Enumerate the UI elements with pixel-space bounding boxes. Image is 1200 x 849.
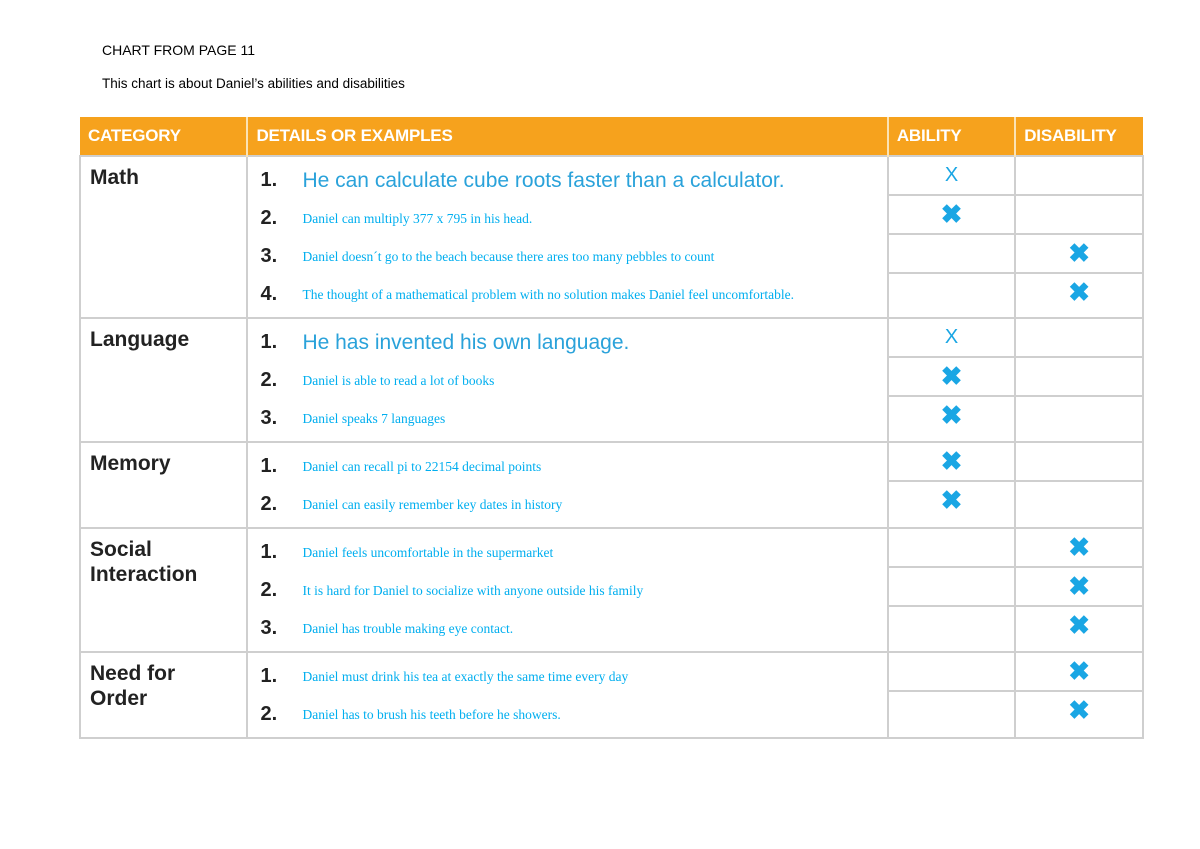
header-details: DETAILS OR EXAMPLES xyxy=(247,117,887,156)
table-row xyxy=(80,442,1143,528)
category-cell: Math xyxy=(80,156,247,318)
cross-mark-icon: ✖ xyxy=(1068,532,1091,562)
cross-mark-icon: ✖ xyxy=(1068,656,1091,686)
item-text: He can calculate cube roots faster than a calculator. xyxy=(302,168,785,192)
ability-cell xyxy=(888,442,1015,528)
document-heading: CHART FROM PAGE 11 xyxy=(102,42,255,58)
item-text: It is hard for Daniel to socialize with anyone outside his family xyxy=(302,582,644,598)
disability-subcell xyxy=(1016,196,1142,235)
ability-subcell xyxy=(889,607,1014,644)
ability-subcell xyxy=(889,568,1014,607)
ability-subcell xyxy=(889,157,1014,196)
ability-cell xyxy=(888,652,1015,738)
list-item xyxy=(248,399,886,437)
disability-subcell xyxy=(1016,653,1142,692)
abilities-table xyxy=(79,117,1144,739)
disability-subcell xyxy=(1016,529,1142,568)
item-text: Daniel can recall pi to 22154 decimal points xyxy=(302,458,542,474)
ability-subcell xyxy=(889,235,1014,274)
details-cell xyxy=(247,652,887,738)
cross-mark-icon: ✖ xyxy=(1068,695,1091,725)
header-category: CATEGORY xyxy=(80,117,247,156)
table-row xyxy=(80,652,1143,738)
category-cell: Language xyxy=(80,318,247,442)
item-number: 3. xyxy=(260,244,278,267)
item-text: He has invented his own language. xyxy=(302,330,630,354)
cross-mark-icon: ✖ xyxy=(940,400,963,430)
item-text: Daniel feels uncomfortable in the supermarket xyxy=(302,544,554,560)
ability-subcell xyxy=(889,196,1014,235)
item-text: Daniel has to brush his teeth before he showers. xyxy=(302,706,561,722)
disability-subcell xyxy=(1016,692,1142,729)
disability-subcell xyxy=(1016,274,1142,311)
list-item xyxy=(248,199,886,237)
table-row xyxy=(80,156,1143,318)
disability-subcell xyxy=(1016,397,1142,434)
list-item xyxy=(248,275,886,313)
disability-cell xyxy=(1015,652,1143,738)
cross-mark-icon: ✖ xyxy=(940,199,963,229)
item-text: The thought of a mathematical problem with no solution makes Daniel feel uncomfortable. xyxy=(302,286,794,302)
ability-subcell xyxy=(889,692,1014,729)
list-item xyxy=(248,609,886,647)
cross-mark-icon: ✖ xyxy=(1068,610,1091,640)
cross-mark-icon: ✖ xyxy=(1068,571,1091,601)
item-text: Daniel can easily remember key dates in history xyxy=(302,496,563,512)
ability-subcell xyxy=(889,397,1014,434)
details-cell xyxy=(247,318,887,442)
ability-subcell xyxy=(889,653,1014,692)
ability-cell xyxy=(888,318,1015,442)
item-text: Daniel has trouble making eye contact. xyxy=(302,620,514,636)
cross-mark-icon: ✖ xyxy=(940,361,963,391)
list-item xyxy=(248,695,886,733)
item-text: Daniel speaks 7 languages xyxy=(302,410,446,426)
ability-subcell xyxy=(889,529,1014,568)
cross-mark-icon: ✖ xyxy=(1068,238,1091,268)
item-number: 1. xyxy=(260,454,278,477)
item-number: 2. xyxy=(260,578,278,601)
item-text: Daniel is able to read a lot of books xyxy=(302,372,495,388)
disability-subcell xyxy=(1016,607,1142,644)
disability-cell xyxy=(1015,318,1143,442)
item-number: 2. xyxy=(260,368,278,391)
list-item xyxy=(248,361,886,399)
list-item xyxy=(248,161,886,199)
category-cell: Social Interaction xyxy=(80,528,247,652)
table-header-row xyxy=(80,117,1143,156)
item-number: 3. xyxy=(260,616,278,639)
item-number: 1. xyxy=(260,330,278,353)
list-item xyxy=(248,533,886,571)
item-number: 2. xyxy=(260,492,278,515)
table-row xyxy=(80,318,1143,442)
table-row xyxy=(80,528,1143,652)
details-cell xyxy=(247,156,887,318)
list-item xyxy=(248,485,886,523)
item-number: 3. xyxy=(260,406,278,429)
ability-subcell xyxy=(889,358,1014,397)
header-ability: ABILITY xyxy=(888,117,1015,156)
category-cell: Need for Order xyxy=(80,652,247,738)
ability-cell xyxy=(888,528,1015,652)
disability-subcell xyxy=(1016,568,1142,607)
disability-cell xyxy=(1015,528,1143,652)
list-item xyxy=(248,447,886,485)
ability-cell xyxy=(888,156,1015,318)
ability-subcell xyxy=(889,443,1014,482)
x-mark-icon: X xyxy=(944,326,959,348)
disability-subcell xyxy=(1016,235,1142,274)
item-number: 1. xyxy=(260,168,278,191)
ability-subcell xyxy=(889,319,1014,358)
item-number: 1. xyxy=(260,664,278,687)
category-cell: Memory xyxy=(80,442,247,528)
ability-subcell xyxy=(889,482,1014,519)
item-text: Daniel can multiply 377 x 795 in his head. xyxy=(302,210,533,226)
item-number: 4. xyxy=(260,282,278,305)
item-text: Daniel must drink his tea at exactly the same time every day xyxy=(302,668,629,684)
list-item xyxy=(248,657,886,695)
disability-cell xyxy=(1015,442,1143,528)
cross-mark-icon: ✖ xyxy=(940,485,963,515)
cross-mark-icon: ✖ xyxy=(1068,277,1091,307)
item-number: 2. xyxy=(260,206,278,229)
list-item xyxy=(248,237,886,275)
list-item xyxy=(248,571,886,609)
item-text: Daniel doesn´t go to the beach because there ares too many pebbles to count xyxy=(302,248,715,264)
disability-subcell xyxy=(1016,482,1142,519)
item-number: 2. xyxy=(260,702,278,725)
item-number: 1. xyxy=(260,540,278,563)
document-subtitle: This chart is about Daniel’s abilities and disabilities xyxy=(102,76,405,91)
disability-subcell xyxy=(1016,358,1142,397)
ability-subcell xyxy=(889,274,1014,311)
x-mark-icon: X xyxy=(944,164,959,186)
details-cell xyxy=(247,442,887,528)
disability-subcell xyxy=(1016,443,1142,482)
details-cell xyxy=(247,528,887,652)
header-disability: DISABILITY xyxy=(1015,117,1143,156)
list-item xyxy=(248,323,886,361)
cross-mark-icon: ✖ xyxy=(940,446,963,476)
disability-cell xyxy=(1015,156,1143,318)
disability-subcell xyxy=(1016,157,1142,196)
disability-subcell xyxy=(1016,319,1142,358)
